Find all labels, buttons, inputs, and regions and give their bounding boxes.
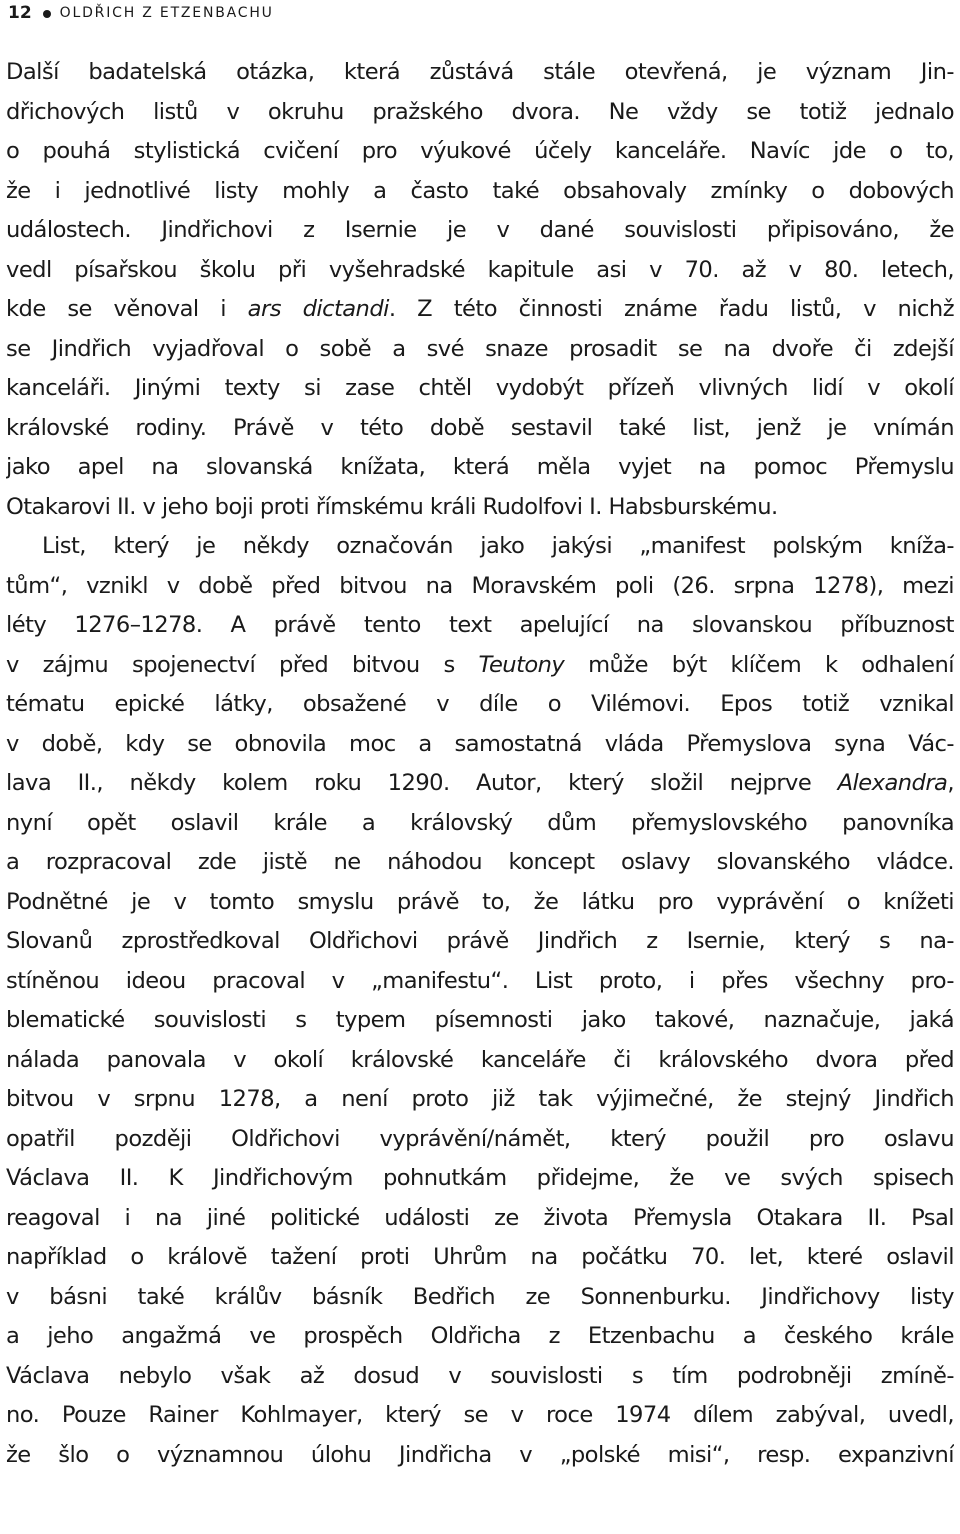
text-run: stíněnou ideou pracoval v „manifestu“. List proto, i přes všechny pro- <box>6 967 954 994</box>
text-line <box>6 409 954 449</box>
text-line <box>6 1278 954 1318</box>
text-line <box>6 488 954 528</box>
text-run: a rozpracoval zde jistě ne náhodou koncept oslavy slovanského vládce. <box>6 849 954 875</box>
italic-term: Teutony <box>478 651 565 678</box>
text-line <box>6 132 954 172</box>
text-line <box>6 725 954 765</box>
text-run: Slovanů zprostředkoval Oldřichovi právě Jindřich z Isernie, který s na- <box>6 928 954 954</box>
text-line <box>6 1199 954 1239</box>
text-line <box>6 1357 954 1397</box>
text-run: Podnětné je v tomto smyslu právě to, že látku pro vyprávění o knížeti <box>6 888 954 915</box>
text-line <box>6 1001 954 1041</box>
text-line <box>6 1041 954 1081</box>
text-run: událostech. Jindřichovi z Isernie je v dané souvislosti připisováno, že <box>6 217 954 243</box>
text-run: že šlo o významnou úlohu Jindřicha v „polské misi“, resp. expanzivní <box>6 1441 954 1468</box>
text-run: vedl písařskou školu při vyšehradské kapitule asi v 70. až v 80. letech, <box>6 256 954 283</box>
text-run: může být klíčem k odhalení <box>564 651 954 678</box>
text-run: o pouhá stylistická cvičení pro výukové účely kanceláře. Navíc jde o to, <box>6 138 954 164</box>
text-line <box>6 369 954 409</box>
text-line <box>6 1396 954 1436</box>
italic-term: ars dictandi <box>247 296 389 322</box>
text-run: bitvou v srpnu 1278, a není proto již tak výjimečné, že stejný Jindřich <box>6 1086 954 1112</box>
text-run: dřichových listů v okruhu pražského dvora. Ne vždy se totiž jednalo <box>6 98 954 125</box>
text-line <box>6 764 954 804</box>
text-line <box>6 922 954 962</box>
text-run: no. Pouze Rainer Kohlmayer, který se v roce 1974 dílem zabýval, uvedl, <box>6 1402 954 1428</box>
text-run: . Z této činnosti známe řadu listů, v nichž <box>388 296 954 322</box>
text-line <box>6 1120 954 1160</box>
text-line <box>6 1436 954 1476</box>
text-line <box>6 290 954 330</box>
text-line <box>6 1080 954 1120</box>
text-run: tématu epické látky, obsažené v díle o Vilémovi. Epos totiž vznikal <box>6 691 954 717</box>
text-line <box>6 685 954 725</box>
text-line <box>6 843 954 883</box>
text-run: v zájmu spojenectví před bitvou s <box>6 651 479 678</box>
running-header <box>8 0 274 26</box>
text-line <box>6 448 954 488</box>
text-line <box>6 93 954 133</box>
text-run: kde se věnoval i <box>6 296 248 322</box>
text-run: a jeho angažmá ve prospěch Oldřicha z Etzenbachu a českého krále <box>6 1323 954 1349</box>
body-text <box>6 53 954 1475</box>
text-line <box>6 567 954 607</box>
text-run: v básni také králův básník Bedřich ze Sonnenburku. Jindřichovy listy <box>6 1283 954 1310</box>
text-run: reagoval i na jiné politické události ze života Přemysla Otakara II. Psal <box>6 1204 954 1231</box>
text-run: Otakarovi II. v jeho boji proti římskému králi Rudolfovi I. Habsburskému. <box>6 493 778 520</box>
text-line <box>6 962 954 1002</box>
text-line <box>6 804 954 844</box>
text-run: Václava II. K Jindřichovým pohnutkám přidejme, že ve svých spisech <box>6 1165 954 1191</box>
text-run: blematické souvislosti s typem písemnosti jako takové, naznačuje, jaká <box>6 1007 954 1033</box>
text-run: opatřil později Oldřichovi vyprávění/námět, který použil pro oslavu <box>6 1125 954 1152</box>
text-line <box>6 646 954 686</box>
text-line <box>6 1238 954 1278</box>
text-line <box>6 527 954 567</box>
text-line <box>6 1159 954 1199</box>
text-line <box>6 211 954 251</box>
text-line <box>6 883 954 923</box>
text-run: , <box>947 770 954 796</box>
text-run: tům“, vznikl v době před bitvou na Moravském poli (26. srpna 1278), mezi <box>6 572 954 599</box>
text-line <box>6 53 954 93</box>
text-line <box>6 606 954 646</box>
text-line <box>6 330 954 370</box>
text-run: léty 1276–1278. A právě tento text apelující na slovanskou příbuznost <box>6 612 954 638</box>
text-run: Další badatelská otázka, která zůstává stále otevřená, je význam Jin- <box>6 59 954 85</box>
text-run: kanceláři. Jinými texty si zase chtěl vydobýt přízeň vlivných lidí v okolí <box>6 375 954 401</box>
text-run: se Jindřich vyjadřoval o sobě a své snaze prosadit se na dvoře či zdejší <box>6 335 954 362</box>
italic-term: Alexandra <box>837 770 948 796</box>
page-number: 12 <box>8 3 32 23</box>
text-line <box>6 251 954 291</box>
text-run: například o královĕ tažení proti Uhrům na počátku 70. let, které oslavil <box>6 1244 954 1270</box>
text-run: nálada panovala v okolí královské kanceláře či královského dvora před <box>6 1046 954 1073</box>
text-run: List, který je někdy označován jako jakýsi „manifest polským kníža- <box>42 533 954 559</box>
text-run: jako apel na slovanská knížata, která měla vyjet na pomoc Přemyslu <box>6 454 954 480</box>
text-run: Václava nebylo však až dosud v souvislosti s tím podrobněji zmíně- <box>6 1362 954 1389</box>
running-title: OLDŘICH Z ETZENBACHU <box>59 5 274 21</box>
text-line <box>6 172 954 212</box>
text-run: lava II., někdy kolem roku 1290. Autor, který složil nejprve <box>6 770 838 796</box>
text-run: královské rodiny. Právě v této době sestavil také list, jenž je vnímán <box>6 414 954 441</box>
bullet-icon <box>43 10 51 18</box>
text-run: v době, kdy se obnovila moc a samostatná vláda Přemyslova syna Vác- <box>6 730 954 757</box>
text-line <box>6 1317 954 1357</box>
text-run: nyní opět oslavil krále a královský dům přemyslovského panovníka <box>6 809 954 836</box>
text-run: že i jednotlivé listy mohly a často také obsahovaly zmínky o dobových <box>6 177 954 204</box>
